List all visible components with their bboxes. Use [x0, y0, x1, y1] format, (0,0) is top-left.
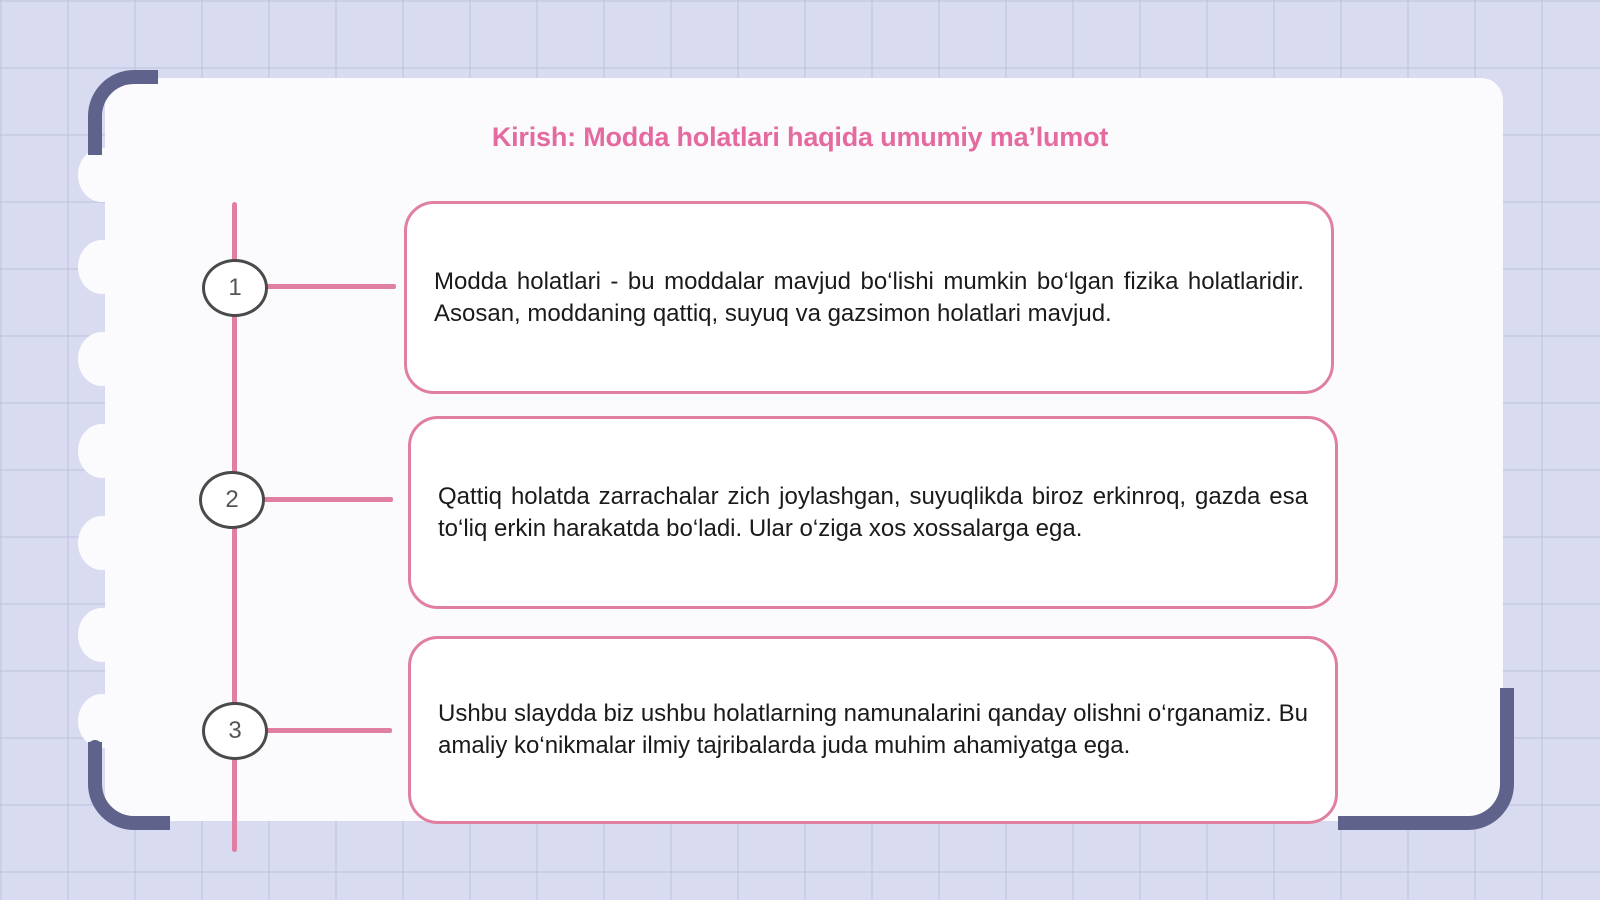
content-text: Qattiq holatda zarrachalar zich joylashgan, suyuqlikda biroz erkinroq, gazda esa to‘liq erkin harakatda bo‘ladi. Ular o‘ziga xos xossalarga ega.	[438, 482, 1308, 542]
bracket-cap	[156, 816, 170, 830]
step-number-badge: 3	[202, 702, 268, 760]
notebook-edge-bump	[78, 608, 126, 662]
timeline-connector	[262, 497, 393, 502]
bracket-cap	[1500, 688, 1514, 702]
content-box-3	[408, 636, 1338, 824]
step-number-badge: 1	[202, 259, 268, 317]
notebook-edge-bump	[78, 240, 126, 294]
timeline-connector	[266, 728, 392, 733]
notebook-edge-bump	[78, 148, 126, 202]
content-box-1	[404, 201, 1334, 394]
notebook-edge-bump	[78, 332, 126, 386]
content-text: Modda holatlari - bu moddalar mavjud bo‘lishi mumkin bo‘lgan fizika holatlaridir. Asosan, moddaning qattiq, suyuq va gazsimon holatlari mavjud.	[434, 267, 1304, 327]
slide-title: Kirish: Modda holatlari haqida umumiy ma’lumot	[491, 122, 1109, 152]
corner-bracket-bottom-right	[1338, 688, 1514, 830]
bracket-cap	[144, 70, 158, 84]
notebook-edge-bump	[78, 516, 126, 570]
bracket-cap	[1338, 816, 1352, 830]
notebook-edge-bump	[78, 424, 126, 478]
step-number-badge: 2	[199, 471, 265, 529]
notebook-edge-bump	[78, 694, 126, 748]
timeline-connector	[266, 284, 396, 289]
content-box-2	[408, 416, 1338, 609]
content-text: Ushbu slaydda biz ushbu holatlarning namunalarini qanday olishni o‘rganamiz. Bu amaliy ko‘nikmalar ilmiy tajribalarda juda muhim ahamiyatga ega.	[438, 700, 1308, 759]
bracket-cap	[88, 740, 102, 754]
